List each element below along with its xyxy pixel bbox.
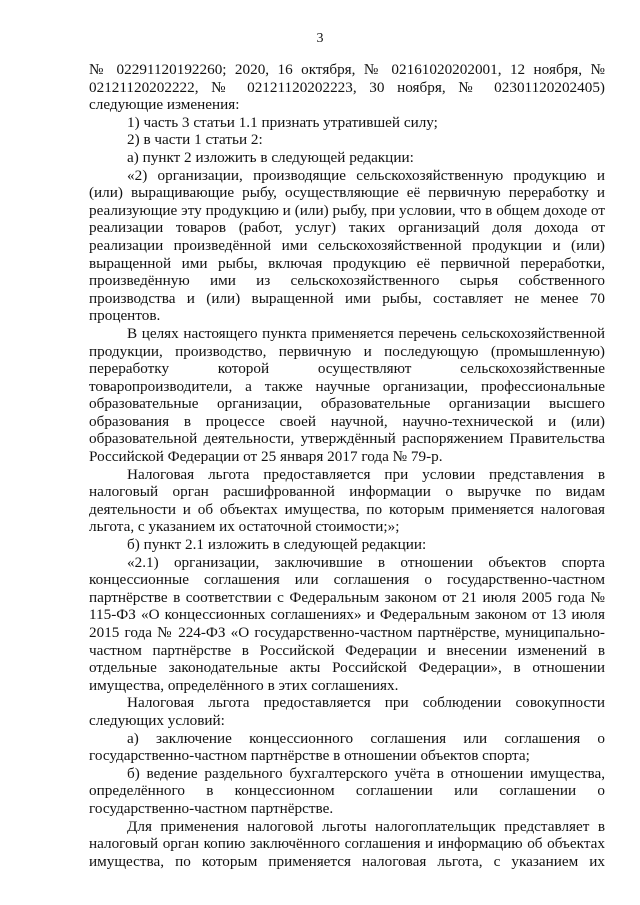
paragraph-point-2-1-text: «2.1) организации, заключившие в отношении объектов спорта концессионные соглашения или соглашения о государственно-частном партнёрстве в соответствии с Федеральным законом от 21 июля 2005 года № 115-ФЗ «О концессионных соглашениях» и Федеральным законом от 13 июля 2015 года № 224-ФЗ «О государственно-частном партнёрстве, муниципально-частном партнёрстве в Российской Федерации и внесении изменений в отдельные законодательные акты Российской Федерации», в отношении имущества, определённого в этих соглашениях.	[89, 553, 605, 694]
document-body	[89, 61, 605, 870]
paragraph-point-2-text: «2) организации, производящие сельскохозяйственную продукцию и (или) выращивающие рыбу, осуществляющие её первичную переработку и реализующие эту продукцию и (или) рыбу, при условии, что в общем доходе от реализации товаров (работ, услуг) таких организаций доля дохода от реализации произведённой ими сельскохозяйственной продукции и (или) выращенной ими рыбы, включая продукцию её первичной переработки, произведённую ими из сельскохозяйственного сырья собственного производства и (или) выращенной ими рыбы, составляет не менее 70 процентов.	[89, 166, 605, 325]
paragraph-conditions-intro: Налоговая льгота предоставляется при соблюдении совокупности следующих условий:	[89, 694, 605, 729]
paragraph-application-procedure: Для применения налоговой льготы налогоплательщик представляет в налоговый орган копию заключённого соглашения и информацию об объектах имущества, по которым применяется налоговая льгота, с указанием их	[89, 817, 605, 870]
paragraph-product-list: В целях настоящего пункта применяется перечень сельскохозяйственной продукции, производство, первичную и последующую (промышленную) переработку которой осуществляют сельскохозяйственные товаропроизводители, а также научные организации, профессиональные образовательные организации, образовательные организации высшего образования в процессе своей научной, научно-технической и (или) образовательной деятельности, утверждённый распоряжением Правительства Российской Федерации от 25 января 2017 года № 79-р.	[89, 324, 605, 466]
paragraph-item-1: 1) часть 3 статьи 1.1 признать утратившей силу;	[127, 113, 438, 131]
page-number: 3	[316, 31, 324, 46]
paragraph-subitem-b: б) пункт 2.1 изложить в следующей редакции:	[127, 536, 427, 554]
paragraph-condition-a: а) заключение концессионного соглашения или соглашения о государственно-частном партнёрстве в отношении объектов спорта;	[89, 729, 605, 765]
paragraph-subitem-a: а) пункт 2 изложить в следующей редакции:	[127, 148, 414, 166]
paragraph-condition-b: б) ведение раздельного бухгалтерского учёта в отношении имущества, определённого в концессионном соглашении или соглашении о государственно-частном партнёрстве.	[89, 764, 605, 817]
paragraph-tax-benefit-condition: Налоговая льгота предоставляется при условии представления в налоговый орган расшифрованной информации о выручке по видам деятельности и об объектах имущества, по которым применяется налоговая льгота, с указанием их остаточной стоимости;»;	[89, 465, 605, 536]
paragraph-item-2: 2) в части 1 статьи 2:	[127, 131, 263, 149]
paragraph-changes-intro: № 02291120192260; 2020, 16 октября, № 02161020202001, 12 ноября, № 02121120202222, № 02121120202223, 30 ноября, № 02301120202405) следующие изменения:	[89, 61, 605, 114]
